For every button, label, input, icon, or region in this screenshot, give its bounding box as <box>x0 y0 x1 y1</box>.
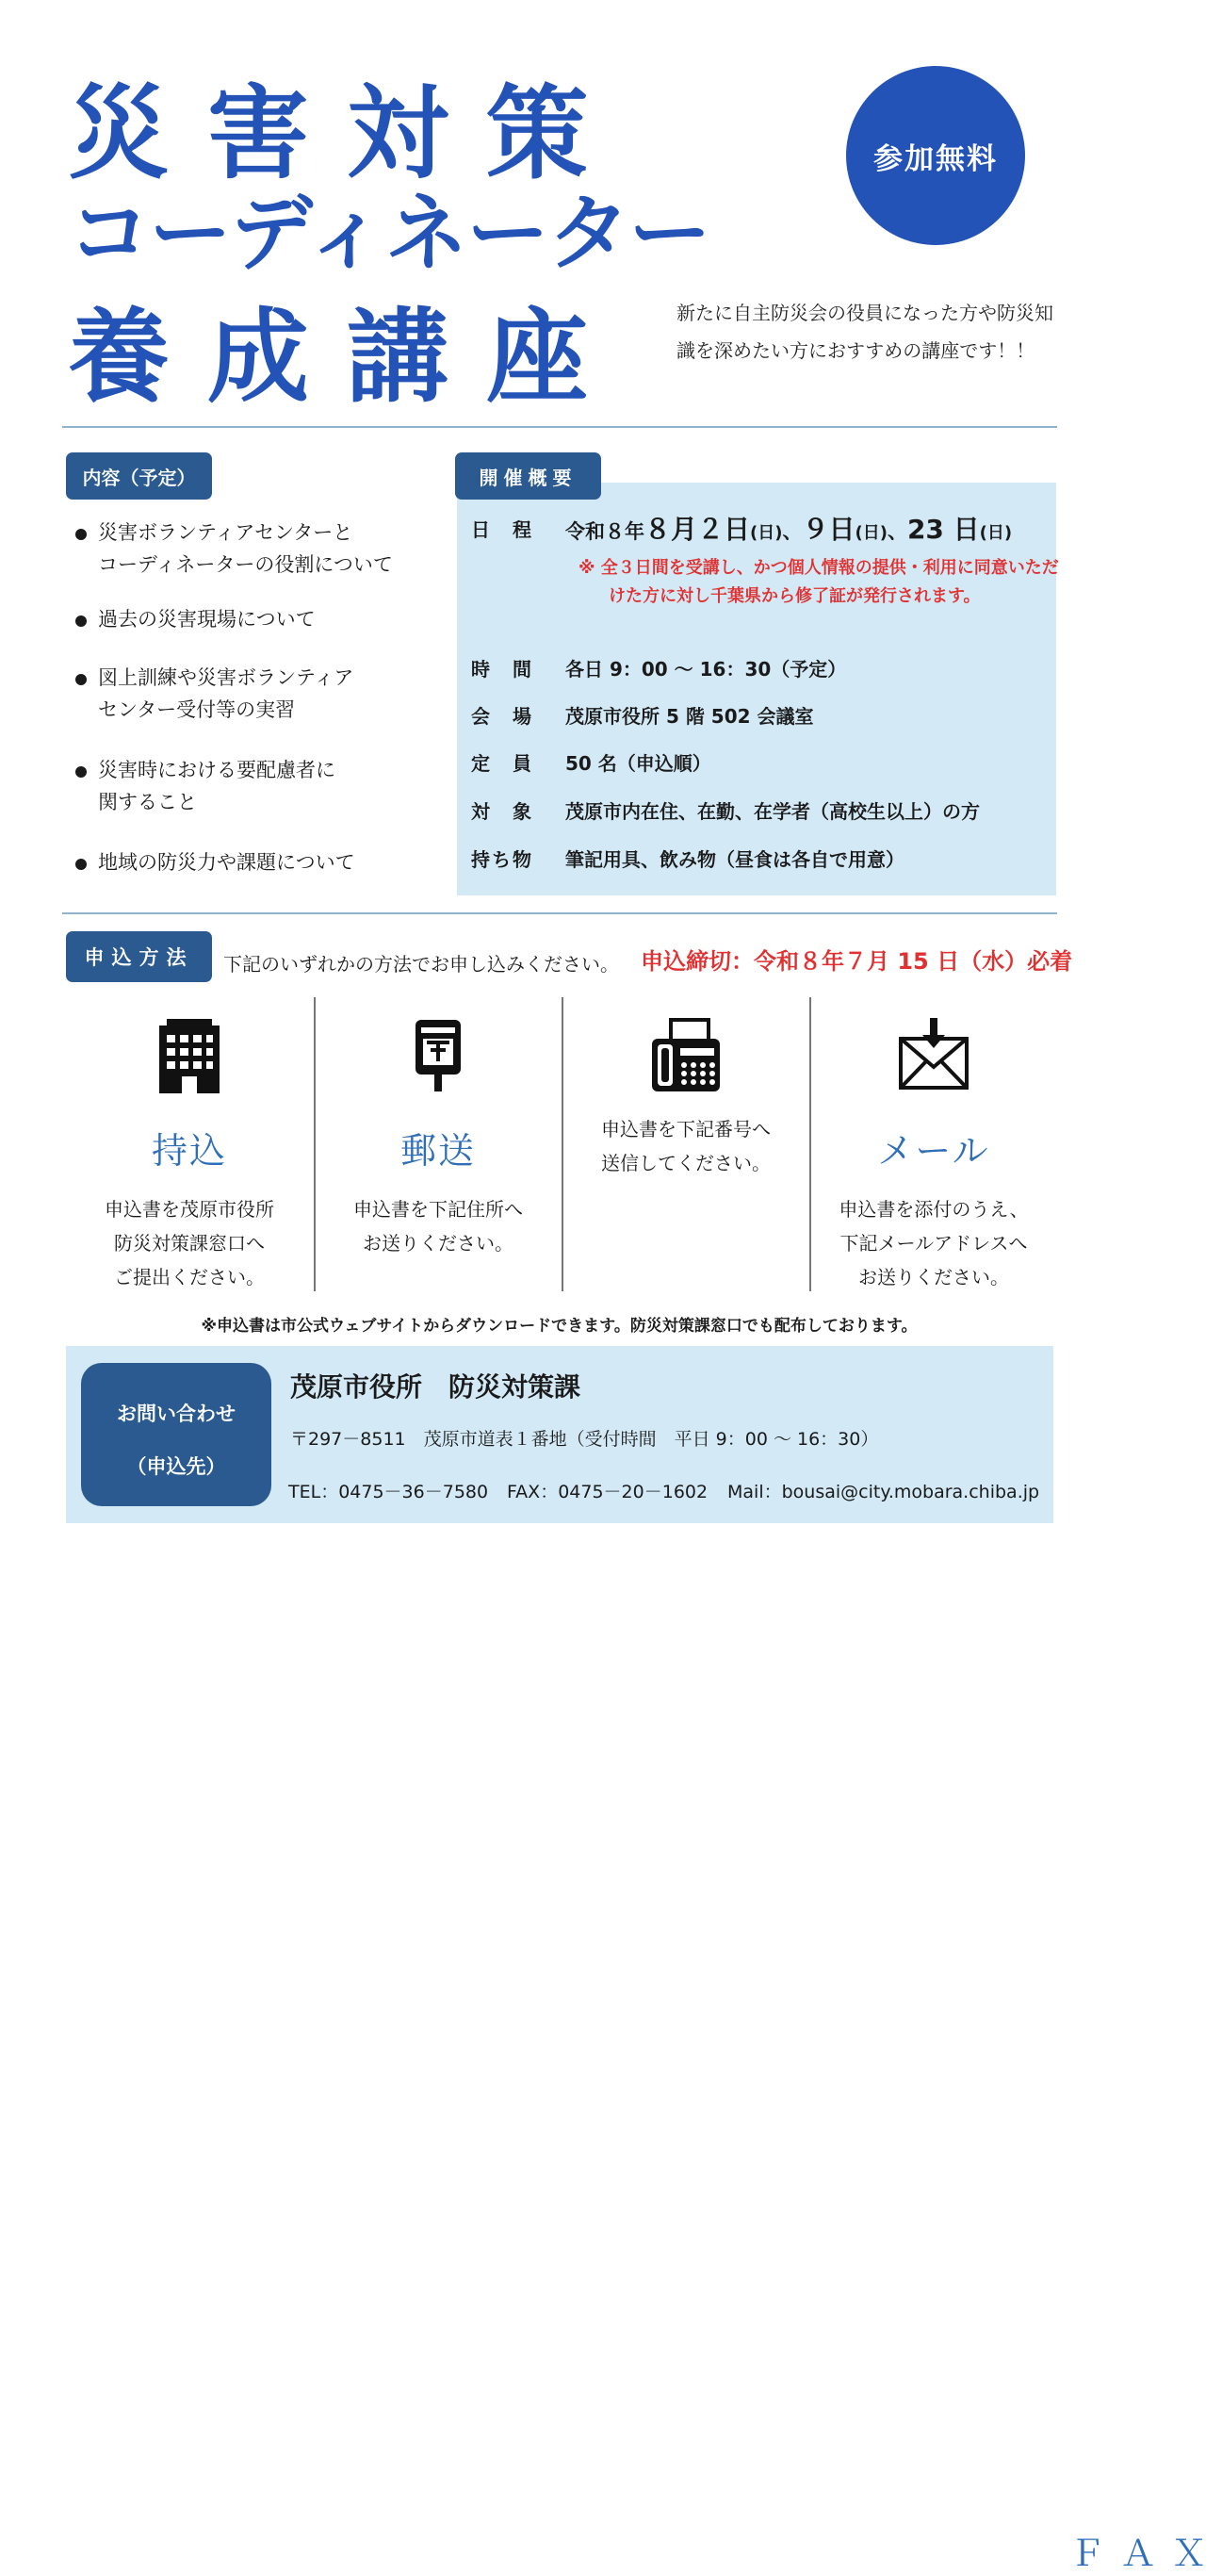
date-separator: 、 <box>887 520 907 543</box>
date-separator: 、 <box>782 520 803 543</box>
contents-item: 地域の防災力や課題について <box>75 846 355 878</box>
contact-tag-line-2: （申込先） <box>126 1455 226 1478</box>
overview-row-value: 茂原市役所 5 階 502 会議室 <box>565 705 814 728</box>
contents-item: 図上訓練や災害ボランティア センター受付等の実習 <box>75 662 353 726</box>
overview-row-value: 各日 9：00 ～ 16：30（予定） <box>565 658 847 681</box>
contents-tag: 内容（予定） <box>66 452 212 500</box>
contents-item: 過去の災害現場について <box>75 603 316 635</box>
overview-row-value: 茂原市内在住、在勤、在学者（高校生以上）の方 <box>565 800 980 823</box>
overview-row-label: 対 象 <box>471 800 533 823</box>
divider-top <box>62 426 1057 428</box>
free-participation-badge: 参加無料 <box>846 66 1025 245</box>
contact-tel: TEL：0475－36－7580 <box>288 1482 489 1502</box>
apply-instruction: 下記のいずれかの方法でお申し込みください。 <box>223 953 619 976</box>
contact-fax: FAX：0475－20－1602 <box>507 1482 709 1502</box>
application-form-footnote: ※申込書は市公式ウェブサイトからダウンロードできます。防災対策課窓口でも配布しております。 <box>201 1317 918 1336</box>
page-title-line-2: コーディネーター <box>68 185 709 282</box>
weekday-2: (日) <box>855 523 888 543</box>
intro-text: 新たに自主防災会の役員になった方や防災知識を深めたい方におすすめの講座です！！ <box>676 302 1053 362</box>
overview-tag: 開催概要 <box>455 452 601 500</box>
contents-item: 災害ボランティアセンターと コーディネーターの役割について <box>75 517 393 581</box>
contact-organization: 茂原市役所 防災対策課 <box>290 1371 581 1403</box>
overview-row-label: 時 間 <box>471 658 533 681</box>
schedule-dates <box>565 509 1012 547</box>
overview-row-label: 持ち物 <box>471 848 533 871</box>
fax-icon <box>648 1018 724 1093</box>
apply-tag: 申込方法 <box>66 931 212 982</box>
divider-middle <box>62 912 1057 914</box>
overview-row-label: 会 場 <box>471 705 533 728</box>
building-icon <box>152 1018 227 1093</box>
weekday-1: (日) <box>750 523 783 543</box>
mail-icon <box>896 1018 971 1093</box>
contact-tag <box>81 1363 271 1506</box>
method-title: 郵送 <box>399 1130 476 1172</box>
method-email <box>810 1018 1057 1294</box>
method-description: 申込書を下記番号へ 送信してください。 <box>601 1118 771 1174</box>
contact-email: Mail：bousai@city.mobara.chiba.jp <box>727 1482 1040 1502</box>
method-title: メール <box>877 1130 990 1172</box>
schedule-label: 日 程 <box>471 518 533 541</box>
method-description: 申込書を茂原市役所 防災対策課窓口へ ご提出ください。 <box>105 1198 274 1288</box>
method-hand-delivery <box>66 1018 313 1294</box>
method-post <box>315 1018 562 1260</box>
method-title: ＦＡＸ <box>1069 2533 1222 2574</box>
overview-row-value: 筆記用具、飲み物（昼食は各自で用意） <box>565 848 904 871</box>
overview-row-label: 定 員 <box>471 752 533 775</box>
method-description: 申込書を添付のうえ、 下記メールアドレスへ お送りください。 <box>839 1198 1029 1288</box>
date-2: ９日 <box>802 514 855 545</box>
certificate-note: ※ 全３日間を受講し、かつ個人情報の提供・利用に同意いただけた方に対し千葉県から修了証が発行されます。 <box>578 558 1059 606</box>
date-3: 23 日 <box>906 514 980 545</box>
page-title-line-1: 災害対策 <box>68 75 627 193</box>
dates-era: 令和８年 <box>565 520 644 543</box>
postbox-icon <box>400 1018 476 1093</box>
page-title-line-3: 養成講座 <box>68 299 627 417</box>
overview-row-value: 50 名（申込順） <box>565 752 711 775</box>
contact-tag-line-1: お問い合わせ <box>117 1403 236 1425</box>
method-title: 持込 <box>151 1130 227 1172</box>
apply-deadline: 申込締切：令和８年７月 15 日（水）必着 <box>641 948 1073 975</box>
contents-item: 災害時における要配慮者に 関すること <box>75 754 335 818</box>
contact-address: 〒297－8511 茂原市道表１番地（受付時間 平日 9：00 ～ 16：30） <box>290 1429 879 1450</box>
method-description: 申込書を下記住所へ お送りください。 <box>353 1198 523 1255</box>
weekday-3: (日) <box>979 523 1013 543</box>
date-1: ８月２日 <box>644 514 751 545</box>
